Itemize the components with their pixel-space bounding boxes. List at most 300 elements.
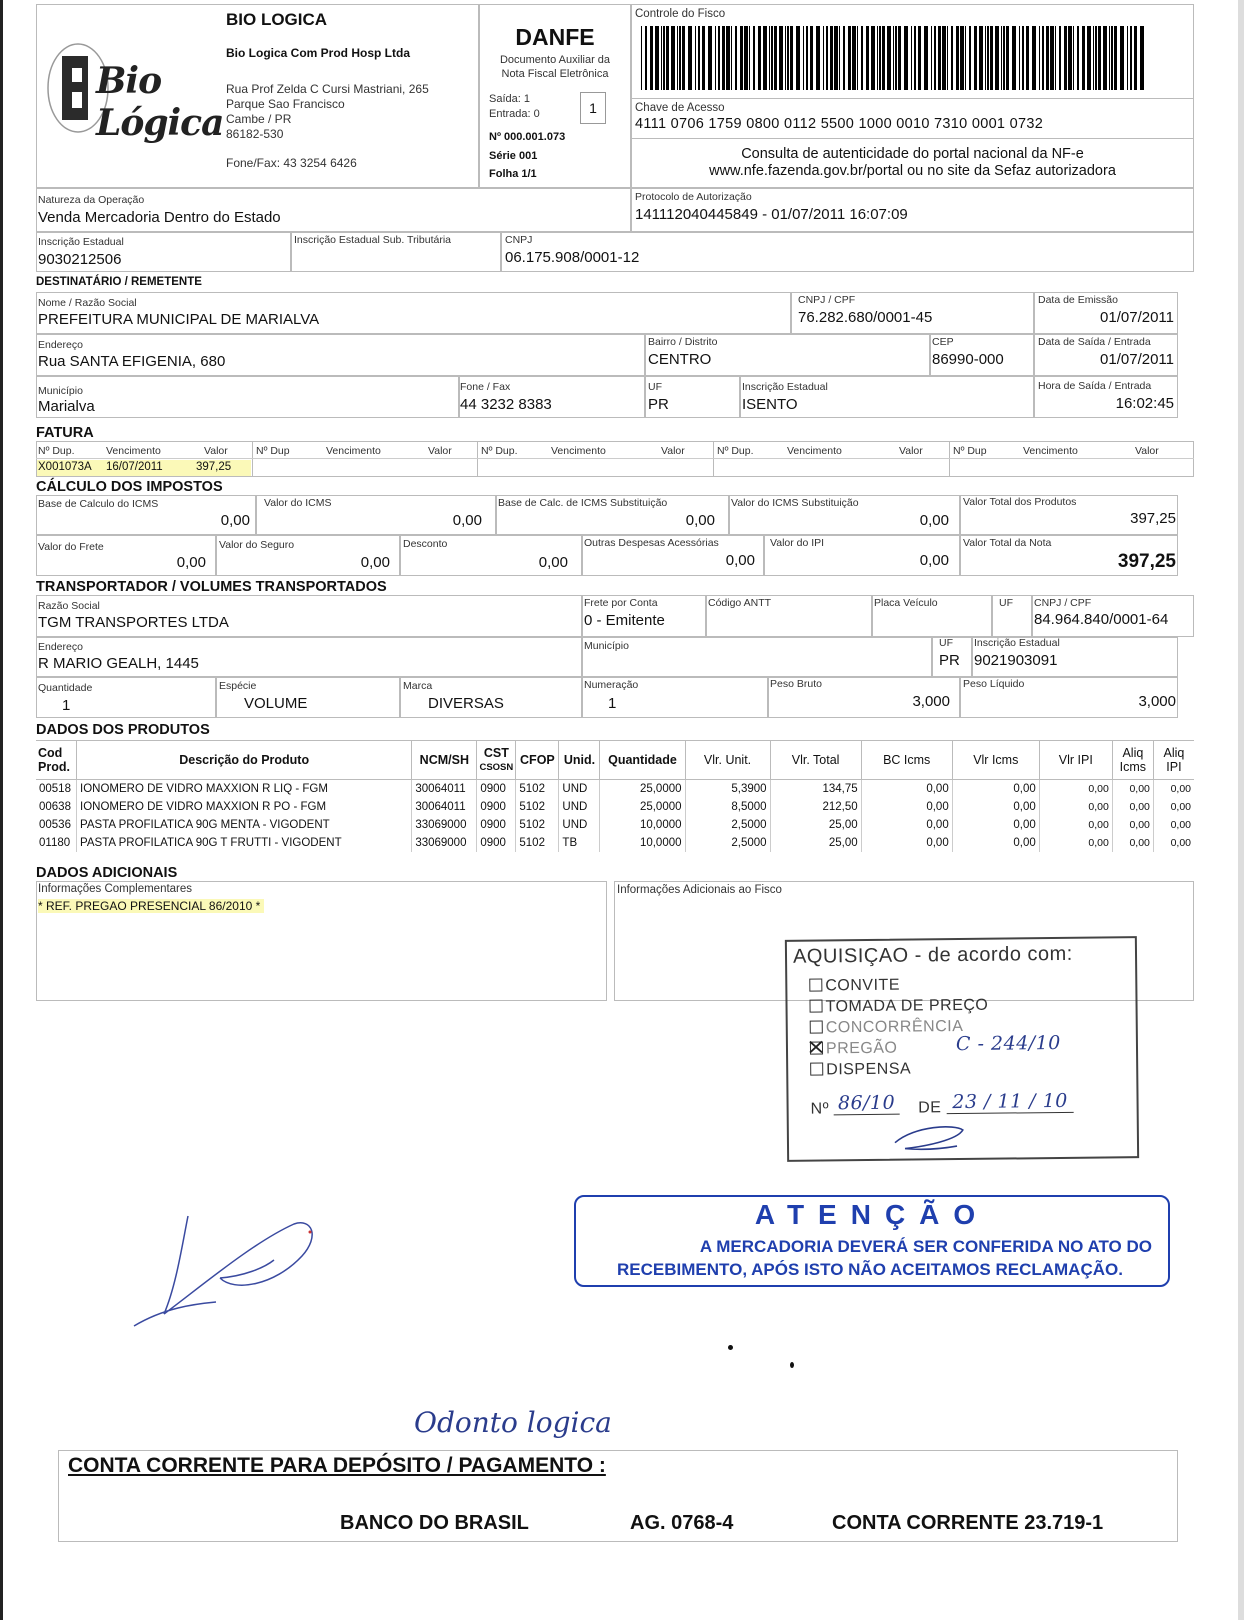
aquisicao-data-handwritten: 23 / 11 / 10: [946, 1090, 1074, 1114]
dest-municipio-label: Município: [38, 385, 83, 397]
dest-fone-label: Fone / Fax: [460, 381, 511, 393]
th-unid: Unid.: [559, 741, 600, 780]
th-vicms: Vlr Icms: [952, 741, 1039, 780]
emitente-razao: Bio Logica Com Prod Hosp Ltda: [226, 46, 411, 60]
barcode-bar: [682, 26, 685, 90]
barcode-bar: [695, 26, 696, 90]
fatura-h-valor-3: Valor: [661, 445, 685, 457]
cell-vtotal: 25,00: [770, 816, 861, 834]
barcode-bar: [1103, 26, 1107, 90]
barcode-bar: [650, 26, 653, 90]
danfe-saida: Saída: 1: [489, 93, 530, 105]
barcode-bar: [995, 26, 999, 90]
barcode-bar: [960, 26, 964, 90]
table-row: [36, 798, 1194, 816]
barcode-bar: [722, 26, 725, 90]
v-icms-value: 0,00: [452, 512, 482, 529]
dest-uf-value: PR: [648, 396, 669, 413]
barcode-bar: [947, 26, 948, 90]
transp-marca-label: Marca: [403, 680, 433, 692]
barcode-bar: [1022, 26, 1024, 90]
conta-title: CONTA CORRENTE PARA DEPÓSITO / PAGAMENTO :: [68, 1454, 606, 1477]
barcode-bar: [1003, 26, 1005, 90]
aquisicao-opt-concorrencia: [810, 1018, 964, 1038]
barcode-bar: [911, 26, 912, 90]
natureza-value: Venda Mercadoria Dentro do Estado: [38, 209, 281, 226]
cell-unid: TB: [559, 834, 600, 852]
aquisicao-opt-convite: [809, 977, 900, 996]
barcode-bar: [877, 26, 878, 90]
fatura-h-dup-2: Nº Dup: [256, 445, 290, 457]
emitente-endereco-2: Parque Sao Francisco: [226, 97, 345, 111]
cell-qtd: 25,0000: [600, 798, 685, 816]
transp-qtd-label: Quantidade: [38, 682, 93, 694]
barcode-bar: [806, 26, 808, 90]
barcode-bar: [918, 26, 921, 90]
info-fisco-label: Informações Adicionais ao Fisco: [617, 884, 782, 896]
cell-ncm: 33069000: [412, 834, 477, 852]
fatura-h-venc-3: Vencimento: [551, 445, 606, 457]
cell-bc: 0,00: [861, 798, 952, 816]
dest-hora-value: 16:02:45: [1115, 395, 1174, 412]
barcode-bar: [1068, 26, 1072, 90]
barcode-bar: [1042, 26, 1044, 90]
aquisicao-opt-pregao: [810, 1031, 1061, 1059]
cell-vipi: 0,00: [1039, 816, 1112, 834]
impostos-section: CÁLCULO DOS IMPOSTOS: [36, 479, 223, 495]
th-desc: Descrição do Produto: [77, 741, 412, 780]
danfe-serie: Série 001: [489, 150, 538, 162]
cell-cst: 0900: [477, 798, 516, 816]
dest-ie-label: Inscrição Estadual: [742, 381, 828, 393]
atencao-stamp: [574, 1195, 1170, 1287]
checkbox-concorrencia-icon: [810, 1020, 823, 1033]
v-icms-label: Valor do ICMS: [264, 497, 332, 509]
dest-hora-label: Hora de Saída / Entrada: [1038, 380, 1152, 392]
emitente-fone: Fone/Fax: 43 3254 6426: [226, 156, 357, 170]
barcode-bar: [924, 26, 928, 90]
th-aliq-icms: Aliq Icms: [1112, 741, 1153, 780]
transp-antt-label: Código ANTT: [708, 597, 772, 609]
dest-ie-value: ISENTO: [742, 396, 798, 413]
cell-cod: 00536: [36, 816, 77, 834]
check-mark-icon: [809, 1039, 823, 1053]
barcode-bar: [1064, 26, 1067, 90]
consulta-divider: [631, 138, 1194, 139]
cell-ap: 0,00: [1170, 837, 1191, 849]
handwritten-note: Odonto logica: [414, 1406, 612, 1439]
cell-ncm: 30064011: [412, 780, 477, 799]
fatura-h-dup-3: Nº Dup.: [481, 445, 518, 457]
barcode-bar: [753, 26, 755, 90]
barcode-bar: [866, 26, 869, 90]
barcode-bar: [887, 26, 891, 90]
barcode-bar: [990, 26, 993, 90]
barcode-bar: [1055, 26, 1056, 90]
scan-edge-right: [1238, 0, 1244, 1620]
consulta-line-2: www.nfe.fazenda.gov.br/portal ou no site da Sefaz autorizadora: [709, 163, 1116, 179]
barcode-bar: [715, 26, 716, 90]
th-csosn-label: CSOSN: [479, 761, 514, 773]
barcode-bar: [1032, 26, 1036, 90]
pregao-handwritten: C - 244/10: [955, 1031, 1061, 1056]
desconto-label: Desconto: [403, 538, 448, 550]
v-prod-value: 397,25: [1130, 510, 1176, 527]
cell-vipi: 0,00: [1039, 780, 1112, 799]
total-nota-value: 397,25: [1117, 551, 1176, 572]
transp-uf2-label: UF: [939, 637, 953, 649]
cell-vicms: 0,00: [952, 816, 1039, 834]
cell-desc: PASTA PROFILATICA 90G T FRUTTI - VIGODENT: [77, 834, 412, 852]
fatura-divider-4: [949, 441, 950, 477]
barcode-bar: [698, 26, 700, 90]
dest-cep-value: 86990-000: [932, 351, 1004, 368]
barcode-bar: [904, 26, 908, 90]
transp-mun-label: Município: [584, 640, 629, 652]
cell-ai: 0,00: [1112, 798, 1153, 816]
cell-ap: 0,00: [1170, 801, 1191, 813]
barcode-bar: [823, 26, 824, 90]
cell-cst: 0900: [477, 816, 516, 834]
ink-dot-2: [790, 1362, 794, 1368]
emitente-endereco-1: Rua Prof Zelda C Cursi Mastriani, 265: [226, 82, 429, 96]
th-cst: [477, 741, 516, 780]
cell-ncm: 30064011: [412, 798, 477, 816]
cell-cfop: 5102: [516, 834, 559, 852]
cell-vicms: 0,00: [952, 780, 1039, 799]
fatura-h-venc-5: Vencimento: [1023, 445, 1078, 457]
cell-desc: IONOMERO DE VIDRO MAXXION R PO - FGM: [77, 798, 412, 816]
dest-endereco-value: Rua SANTA EFIGENIA, 680: [38, 353, 226, 370]
th-qtd: Quantidade: [600, 741, 685, 780]
barcode-bar: [1012, 26, 1016, 90]
danfe-folha: Folha 1/1: [489, 168, 537, 180]
cell-vipi: 0,00: [1039, 834, 1112, 852]
aquisicao-nro-label: Nº: [810, 1100, 830, 1118]
dest-saida-label: Data de Saída / Entrada: [1038, 336, 1151, 348]
barcode-bar: [1059, 26, 1061, 90]
barcode-bar: [718, 26, 720, 90]
conta-agencia: AG. 0768-4: [630, 1512, 734, 1534]
barcode-bar: [1082, 26, 1085, 90]
aquisicao-nro-handwritten: 86/10: [834, 1092, 900, 1116]
checkbox-pregao-checked-icon: [810, 1041, 823, 1054]
dest-emissao-label: Data de Emissão: [1038, 294, 1118, 306]
barcode-bar: [666, 26, 669, 90]
cell-bc: 0,00: [861, 780, 952, 799]
barcode-bar: [1130, 26, 1132, 90]
cell-unid: UND: [559, 780, 600, 799]
fatura-section: FATURA: [36, 425, 94, 441]
adicionais-section: DADOS ADICIONAIS: [36, 865, 178, 881]
barcode-bar: [843, 26, 845, 90]
th-cod: Cod Prod.: [36, 741, 77, 780]
conta-banco: BANCO DO BRASIL: [340, 1512, 529, 1534]
checkbox-dispensa-icon: [810, 1062, 823, 1075]
barcode-bar: [1127, 26, 1128, 90]
fatura-h-valor-2: Valor: [428, 445, 452, 457]
desconto-value: 0,00: [538, 554, 568, 571]
aquisicao-numero-line: [810, 1089, 1073, 1119]
outras-value: 0,00: [725, 552, 755, 569]
info-compl-label: Informações Complementares: [38, 883, 193, 895]
fatura-venc-value: 16/07/2011: [106, 461, 163, 473]
bc-icms-value: 0,00: [220, 512, 250, 529]
barcode-bar: [1039, 26, 1040, 90]
chave-divider: [631, 98, 1194, 99]
v-st-label: Valor do ICMS Substituição: [731, 497, 859, 509]
protocolo-label: Protocolo de Autorização: [635, 191, 752, 203]
cell-vipi: 0,00: [1039, 798, 1112, 816]
cell-bc: 0,00: [861, 834, 952, 852]
chave-acesso: 4111 0706 1759 0800 0112 5500 1000 0010 7310 0001 0732: [635, 116, 1044, 132]
barcode-bar: [895, 26, 897, 90]
barcode-bar: [934, 26, 936, 90]
cell-vtotal: 25,00: [770, 834, 861, 852]
bc-st-label: Base de Calc. de ICMS Substituição: [498, 497, 668, 509]
table-row: [36, 834, 1194, 852]
dest-cnpj-value: 76.282.680/0001-45: [798, 309, 933, 326]
transp-esp-value: VOLUME: [244, 695, 308, 712]
danfe-tipo: 1: [580, 92, 606, 124]
opt-dispensa-label: DISPENSA: [826, 1060, 912, 1079]
cell-qtd: 25,0000: [600, 780, 685, 799]
transp-esp-label: Espécie: [219, 680, 257, 692]
cell-unid: UND: [559, 798, 600, 816]
transp-section: TRANSPORTADOR / VOLUMES TRANSPORTADOS: [36, 579, 387, 595]
atencao-line-1: A MERCADORIA DEVERÁ SER CONFERIDA NO ATO DO: [699, 1237, 1152, 1256]
fatura-h-valor-4: Valor: [899, 445, 923, 457]
barcode-bar: [893, 26, 894, 90]
cell-vtotal: 134,75: [770, 780, 861, 799]
th-cst-label: CST: [483, 745, 509, 760]
barcode-bar: [826, 26, 828, 90]
fatura-row-divider: [36, 458, 1194, 459]
th-cfop: CFOP: [516, 741, 559, 780]
barcode-bar: [871, 26, 875, 90]
cell-vunit: 5,3900: [685, 780, 770, 799]
barcode-bar: [1095, 26, 1097, 90]
barcode-bar: [938, 26, 941, 90]
bc-st-value: 0,00: [685, 512, 715, 529]
barcode-bar: [898, 26, 901, 90]
fatura-divider-3: [713, 441, 714, 477]
dest-cep-label: CEP: [932, 336, 954, 348]
cnpj-emit-value: 06.175.908/0001-12: [505, 249, 640, 266]
transp-uf-label: UF: [999, 597, 1013, 609]
barcode-bar: [796, 26, 800, 90]
fatura-dup-value: X001073A: [38, 461, 92, 473]
barcode-bar: [785, 26, 786, 90]
barcode-bar: [688, 26, 692, 90]
barcode-bar: [735, 26, 737, 90]
barcode-bar: [810, 26, 813, 90]
cell-desc: PASTA PROFILATICA 90G MENTA - VIGODENT: [77, 816, 412, 834]
barcode-bar: [956, 26, 959, 90]
dest-saida-value: 01/07/2011: [1100, 351, 1174, 368]
transp-ie-value: 9021903091: [974, 652, 1058, 669]
transp-frete-value: 0 - Emitente: [584, 612, 665, 629]
dest-bairro-label: Bairro / Distrito: [648, 336, 718, 348]
barcode: [641, 26, 1147, 90]
barcode-bar: [1006, 26, 1009, 90]
barcode-bar: [1134, 26, 1137, 90]
ink-dot-1: [728, 1345, 733, 1350]
produtos-table: [36, 740, 1194, 852]
cell-vicms: 0,00: [952, 798, 1039, 816]
seguro-label: Valor do Seguro: [219, 539, 295, 551]
cell-cfop: 5102: [516, 798, 559, 816]
transp-uf2-value: PR: [939, 652, 960, 669]
barcode-icon: [641, 26, 1147, 90]
cnpj-emit-label: CNPJ: [505, 234, 533, 246]
natureza-label: Natureza da Operação: [38, 194, 145, 206]
barcode-bar: [979, 26, 983, 90]
barcode-bar: [1109, 26, 1110, 90]
th-vunit: Vlr. Unit.: [685, 741, 770, 780]
danfe-sub-1: Documento Auxiliar da: [499, 54, 611, 66]
th-ncm: NCM/SH: [412, 741, 477, 780]
barcode-bar: [834, 26, 838, 90]
transp-frete-label: Frete por Conta: [584, 597, 658, 609]
v-st-value: 0,00: [919, 512, 949, 529]
barcode-bar: [731, 26, 732, 90]
stamp-signature-icon: [885, 1120, 975, 1161]
ipi-value: 0,00: [919, 552, 949, 569]
barcode-bar: [749, 26, 750, 90]
barcode-bar: [1001, 26, 1002, 90]
barcode-bar: [951, 26, 953, 90]
protocolo-value: 141112040445849 - 01/07/2011 16:07:09: [635, 206, 908, 223]
checkbox-convite-icon: [809, 978, 822, 991]
ie-st-label: Inscrição Estadual Sub. Tributária: [294, 234, 451, 246]
transp-marca-value: DIVERSAS: [428, 695, 504, 712]
cell-ai: 0,00: [1112, 780, 1153, 799]
aquisicao-stamp: [785, 936, 1139, 1162]
transp-pb-label: Peso Bruto: [770, 678, 822, 690]
controle-fisco-label: Controle do Fisco: [635, 8, 726, 20]
fatura-h-dup-1: Nº Dup.: [38, 445, 75, 457]
barcode-bar: [1140, 26, 1144, 90]
cell-cst: 0900: [477, 780, 516, 799]
destinatario-section: DESTINATÁRIO / REMETENTE: [36, 276, 202, 288]
barcode-bar: [763, 26, 767, 90]
dest-nome-label: Nome / Razão Social: [38, 297, 137, 309]
barcode-bar: [848, 26, 851, 90]
barcode-bar: [1050, 26, 1054, 90]
transp-end-value: R MARIO GEALH, 1445: [38, 655, 199, 672]
cell-ai: 0,00: [1112, 834, 1153, 852]
cell-qtd: 10,0000: [600, 816, 685, 834]
dest-bairro-value: CENTRO: [648, 351, 712, 368]
cell-cod: 00518: [36, 780, 77, 799]
danfe-numero: Nº 000.001.073: [489, 131, 566, 143]
danfe-entrada: Entrada: 0: [489, 108, 540, 120]
transp-razao-label: Razão Social: [38, 600, 100, 612]
transp-pl-label: Peso Líquido: [963, 678, 1025, 690]
atencao-line-2: RECEBIMENTO, APÓS ISTO NÃO ACEITAMOS RECLAMAÇÃO.: [617, 1260, 1123, 1279]
barcode-bar: [1114, 26, 1117, 90]
barcode-bar: [1087, 26, 1091, 90]
barcode-bar: [882, 26, 885, 90]
cell-ncm: 33069000: [412, 816, 477, 834]
barcode-bar: [1077, 26, 1079, 90]
barcode-bar: [1098, 26, 1101, 90]
fatura-h-dup-5: Nº Dup: [953, 445, 987, 457]
barcode-bar: [987, 26, 989, 90]
barcode-bar: [914, 26, 916, 90]
cell-unid: UND: [559, 816, 600, 834]
atencao-title: ATENÇÃO: [754, 1199, 990, 1230]
barcode-bar: [702, 26, 705, 90]
barcode-bar: [708, 26, 712, 90]
barcode-bar: [969, 26, 971, 90]
barcode-bar: [1093, 26, 1094, 90]
fatura-valor-value: 397,25: [196, 461, 232, 473]
barcode-bar: [942, 26, 946, 90]
transp-cnpj-label: CNPJ / CPF: [1034, 597, 1092, 609]
outras-label: Outras Despesas Acessórias: [584, 537, 719, 549]
transp-razao-value: TGM TRANSPORTES LTDA: [38, 614, 229, 631]
transp-end-label: Endereço: [38, 641, 83, 653]
transp-pl-value: 3,000: [1138, 693, 1176, 710]
dest-fone-value: 44 3232 8383: [460, 396, 552, 413]
fatura-h-venc-2: Vencimento: [326, 445, 381, 457]
opt-convite-label: CONVITE: [825, 976, 901, 995]
cell-bc: 0,00: [861, 816, 952, 834]
barcode-bar: [965, 26, 966, 90]
barcode-bar: [655, 26, 659, 90]
aquisicao-de-label: DE: [918, 1099, 942, 1117]
dest-municipio-value: Marialva: [38, 398, 95, 415]
barcode-bar: [663, 26, 665, 90]
cell-cfop: 5102: [516, 780, 559, 799]
dest-municipio-box: [36, 376, 459, 418]
frete-value: 0,00: [176, 554, 206, 571]
ie-label: Inscrição Estadual: [38, 236, 124, 248]
fatura-h-valor-1: Valor: [204, 445, 228, 457]
barcode-bar: [641, 26, 642, 90]
cell-ai: 0,00: [1112, 816, 1153, 834]
produtos-section: DADOS DOS PRODUTOS: [36, 722, 210, 738]
barcode-bar: [774, 26, 777, 90]
table-row: [36, 780, 1194, 799]
aquisicao-title: AQUISIÇAO - de acordo com:: [792, 942, 1073, 968]
danfe-title: DANFE: [515, 24, 595, 50]
cell-vunit: 2,5000: [685, 816, 770, 834]
th-vipi: Vlr IPI: [1039, 741, 1112, 780]
barcode-bar: [839, 26, 840, 90]
cell-cod: 00638: [36, 798, 77, 816]
total-nota-label: Valor Total da Nota: [963, 537, 1052, 549]
barcode-bar: [1111, 26, 1113, 90]
barcode-bar: [1046, 26, 1049, 90]
fatura-divider-2: [477, 441, 478, 477]
cell-vunit: 8,5000: [685, 798, 770, 816]
th-aliq-ipi: Aliq IPI: [1153, 741, 1194, 780]
checkbox-tomada-icon: [809, 999, 822, 1012]
barcode-bar: [740, 26, 743, 90]
transp-num-value: 1: [608, 695, 617, 712]
cell-vicms: 0,00: [952, 834, 1039, 852]
transp-ie-label: Inscrição Estadual: [974, 637, 1060, 649]
barcode-bar: [861, 26, 863, 90]
opt-tomada-label: TOMADA DE PREÇO: [825, 996, 989, 1016]
barcode-bar: [985, 26, 986, 90]
consulta-line-1: Consulta de autenticidade do portal nacional da NF-e: [741, 146, 1084, 162]
signature-scribble-icon: [124, 1206, 344, 1336]
fatura-h-venc-1: Vencimento: [106, 445, 161, 457]
